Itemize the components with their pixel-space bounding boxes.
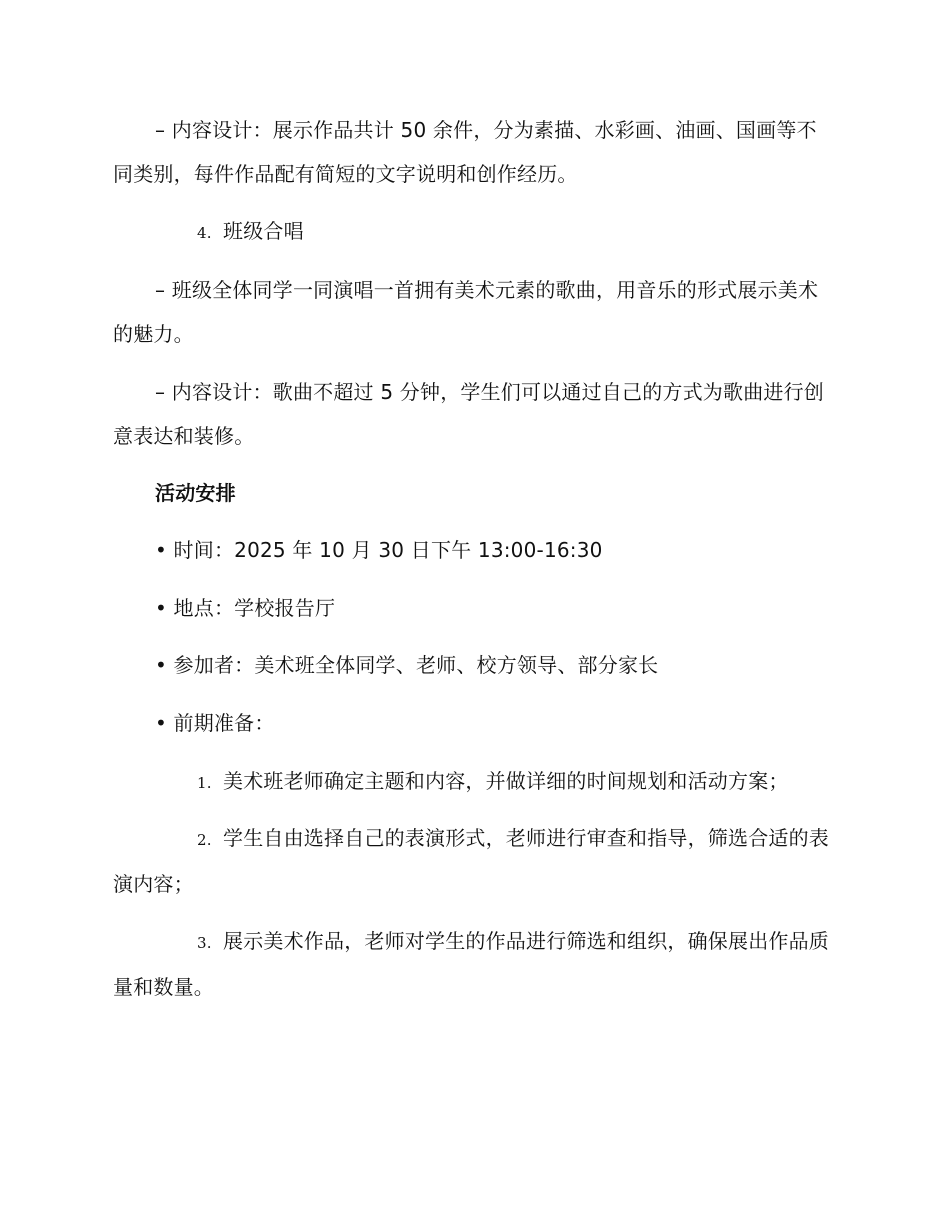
content-design-artworks: – 内容设计：展示作品共计 50 余件，分为素描、水彩画、油画、国画等不同类别，每件作品配有简短的文字说明和创作经历。 — [113, 118, 817, 186]
prep-item-3 — [113, 919, 833, 1009]
section-title-schedule: 活动安排 — [155, 481, 236, 505]
list-number: 1. — [197, 774, 212, 792]
prep-item-1 — [113, 759, 833, 805]
list-item-text: 美术班老师确定主题和内容，并做详细的时间规划和活动方案； — [223, 769, 789, 793]
schedule-participants: • 参加者：美术班全体同学、老师、校方领导、部分家长 — [155, 653, 659, 677]
list-number: 2. — [197, 831, 212, 849]
list-number: 3. — [197, 934, 212, 952]
list-item-text: 班级合唱 — [223, 219, 304, 243]
list-item-text: 学生自由选择自己的表演形式，老师进行审查和指导，筛选合适的表演内容； — [113, 826, 829, 896]
content-design-song: – 内容设计：歌曲不超过 5 分钟，学生们可以通过自己的方式为歌曲进行创意表达和装修。 — [113, 380, 824, 448]
schedule-place: • 地点：学校报告厅 — [155, 596, 336, 620]
choir-description: – 班级全体同学一同演唱一首拥有美术元素的歌曲，用音乐的形式展示美术的魅力。 — [113, 278, 819, 346]
list-number: 4. — [197, 224, 212, 242]
schedule-time: • 时间：2025 年 10 月 30 日下午 13:00-16:30 — [155, 538, 603, 562]
list-item-class-choir — [113, 209, 833, 255]
list-item-text: 展示美术作品，老师对学生的作品进行筛选和组织，确保展出作品质量和数量。 — [113, 929, 829, 999]
prep-item-2 — [113, 816, 833, 906]
schedule-preparation: • 前期准备： — [155, 711, 275, 735]
